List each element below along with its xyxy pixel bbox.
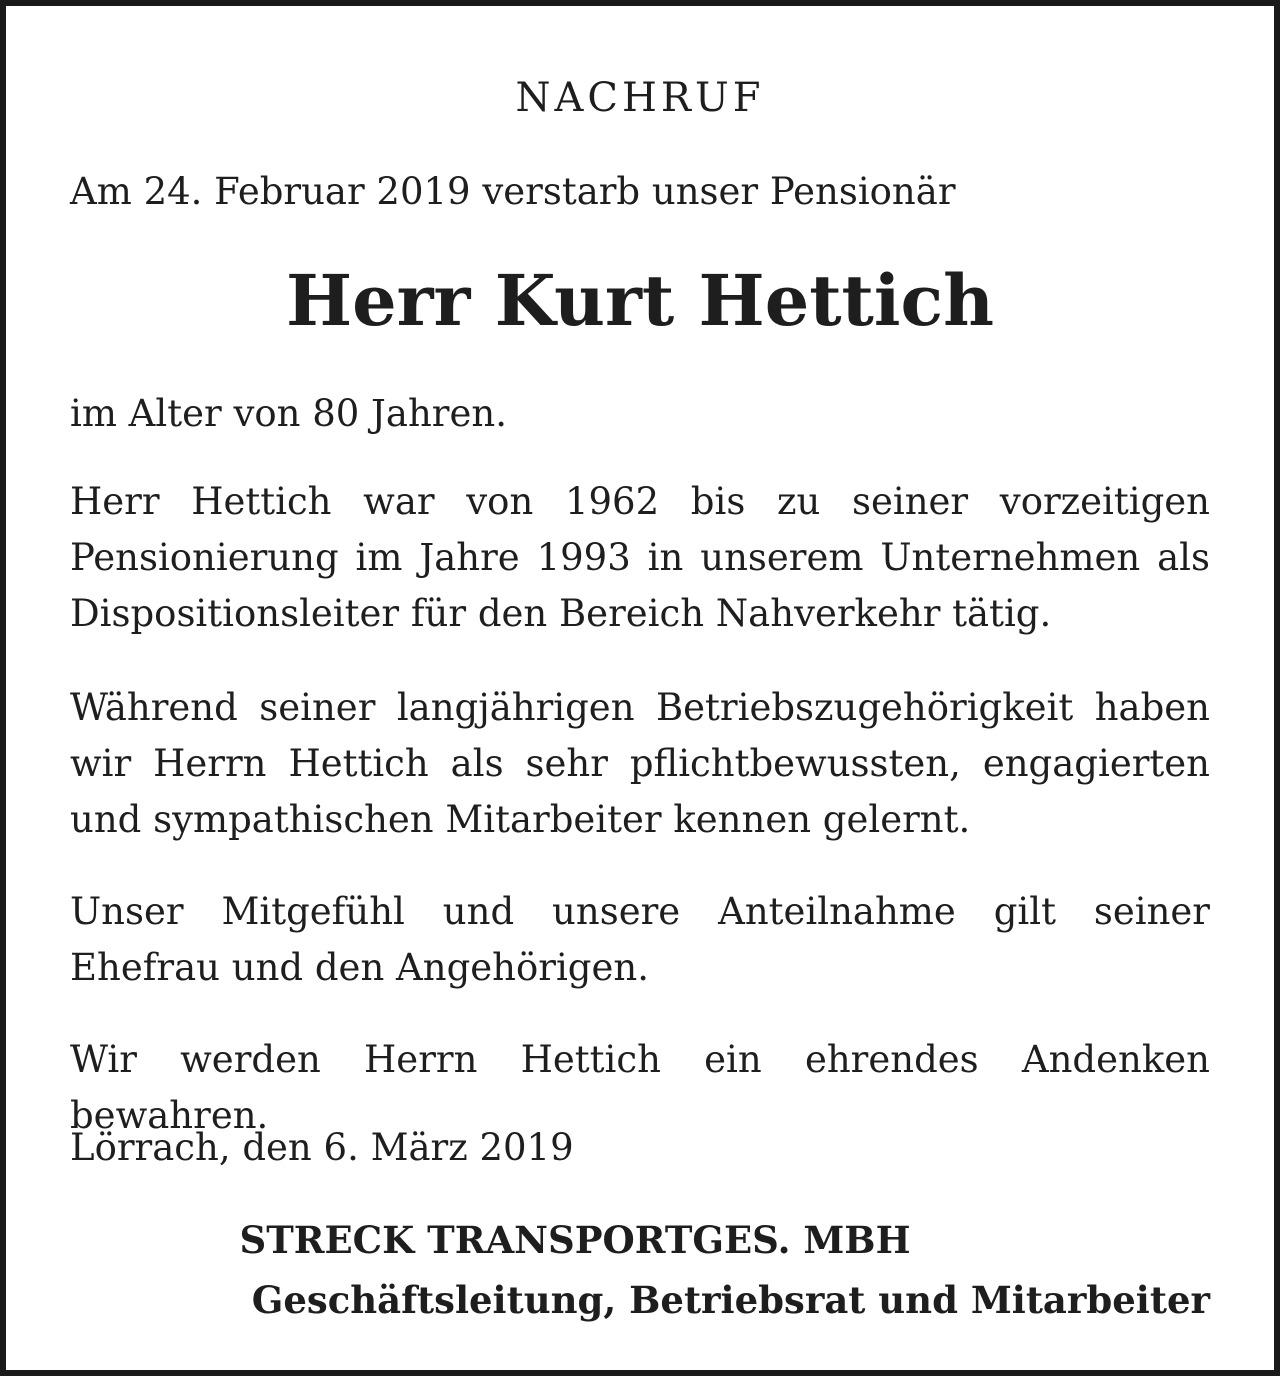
paragraph-tribute: Während seiner langjährigen Betriebszugehörigkeit haben wir Herrn Hettich als sehr pflichtbewussten, engagierten und sympathischen Mitarbeiter kennen gelernt. bbox=[70, 686, 1210, 841]
deceased-name: Herr Kurt Hettich bbox=[285, 259, 995, 342]
place-date: Lörrach, den 6. März 2019 bbox=[70, 1126, 574, 1169]
paragraph-remembrance: Wir werden Herrn Hettich ein ehrendes Andenken bewahren. bbox=[70, 1038, 1210, 1137]
notice-intro: Am 24. Februar 2019 verstarb unser Pensionär bbox=[70, 170, 956, 213]
paragraph-condolence: Unser Mitgefühl und unsere Anteilnahme gilt seiner Ehefrau und den Angehörigen. bbox=[70, 890, 1210, 989]
company-name: STRECK TRANSPORTGES. MBH bbox=[239, 1218, 911, 1262]
deceased-age: im Alter von 80 Jahren. bbox=[70, 392, 507, 435]
notice-heading: NACHRUF bbox=[515, 75, 765, 121]
signers-line: Geschäftsleitung, Betriebsrat und Mitarbeiter bbox=[251, 1278, 1210, 1322]
notice-content bbox=[70, 6, 1210, 1370]
paragraph-career: Herr Hettich war von 1962 bis zu seiner vorzeitigen Pensionierung im Jahre 1993 in unserem Unternehmen als Dispositionsleiter für den Bereich Nahverkehr tätig. bbox=[70, 480, 1210, 635]
